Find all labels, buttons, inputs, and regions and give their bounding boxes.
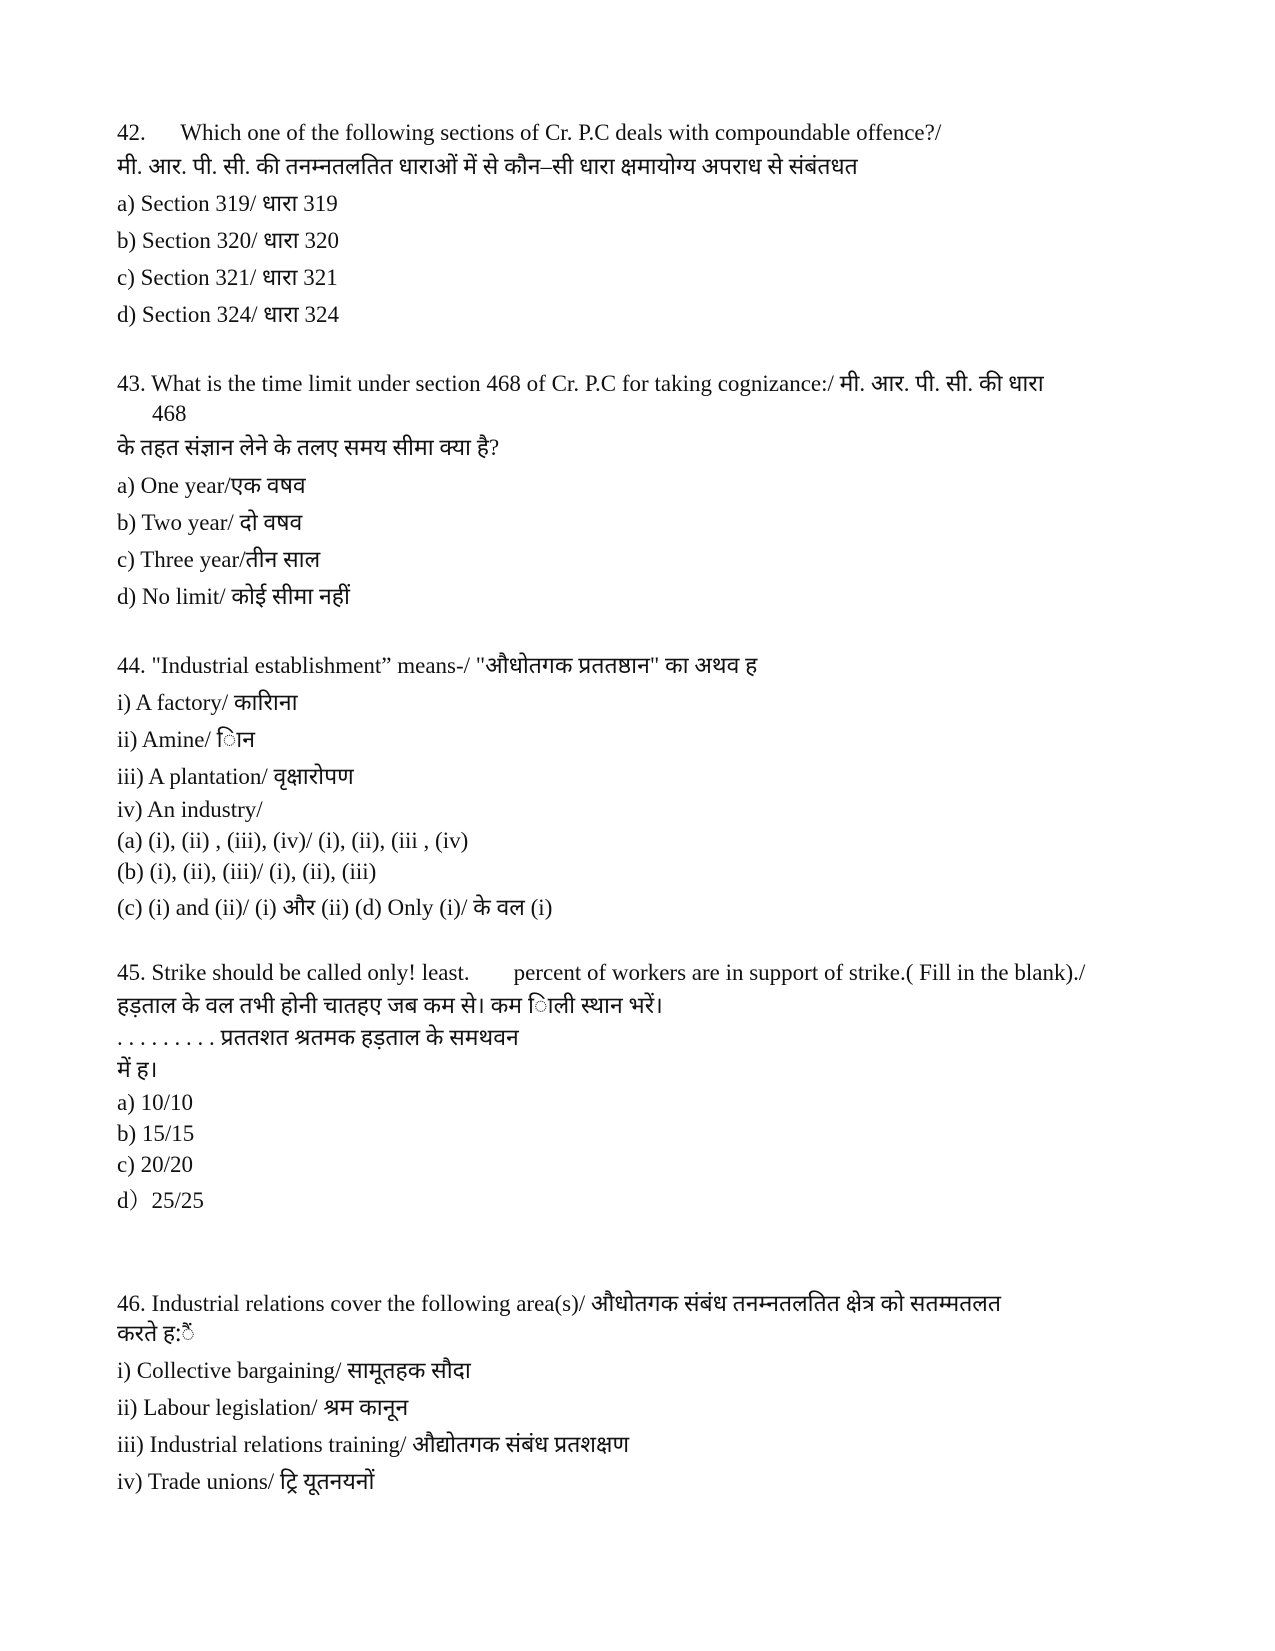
q43-question-cont: 468 — [152, 401, 187, 426]
q44-option-a: (a) (i), (ii) , (iii), (iv)/ (i), (ii), (iii , (iv) — [117, 828, 469, 853]
q45-question-hindi: हड़ताल के वल तभी होनी चातहए जब कम से। कम िाली स्थान भरें। — [117, 993, 663, 1018]
q44-question: 44. "Industrial establishment” means-/ "औधोतगक प्रततष्ठान" का अथव ह — [117, 653, 758, 678]
q44-option-b: (b) (i), (ii), (iii)/ (i), (ii), (iii) — [117, 859, 377, 884]
q43-question: 43. What is the time limit under section 468 of Cr. P.C for taking cognizance:/ मी. आर. पी. सी. की धारा — [117, 371, 1044, 396]
q46-item-iv: iv) Trade unions/ ट्रि यूतनयनों — [117, 1469, 375, 1494]
q46-question-cont: करते ह:ैं — [117, 1321, 195, 1346]
q43-question-hindi: के तहत संज्ञान लेने के तलए समय सीमा क्या है? — [117, 435, 500, 460]
q45-option-c: c) 20/20 — [117, 1152, 194, 1177]
q44-item-i: i) A factory/ कारिाना — [117, 690, 298, 715]
q44-item-iii: iii) A plantation/ वृक्षारोपण — [117, 764, 354, 789]
q46-item-i: i) Collective bargaining/ सामूतहक सौदा — [117, 1358, 471, 1383]
q46-item-iii: iii) Industrial relations training/ औद्योतगक संबंध प्रतशक्षण — [117, 1432, 630, 1457]
q46-question: 46. Industrial relations cover the following area(s)/ औधोतगक संबंध तनम्नतलतित क्षेत्र को सतम्मतलत — [117, 1291, 1002, 1316]
q42-option-a: a) Section 319/ धारा 319 — [117, 191, 338, 216]
q45-option-b: b) 15/15 — [117, 1121, 195, 1146]
q42-question: 42. Which one of the following sections of Cr. P.C deals with compoundable offence?/ — [117, 120, 942, 145]
q43-option-d: d) No limit/ कोई सीमा नहीं — [117, 584, 350, 609]
q45-question-hindi-end: में ह। — [117, 1057, 158, 1082]
q43-option-a: a) One year/एक वषव — [117, 473, 306, 498]
q43-option-c: c) Three year/तीन साल — [117, 547, 321, 572]
q45-option-d: d）25/25 — [117, 1188, 204, 1213]
q45-option-a: a) 10/10 — [117, 1090, 194, 1115]
q42-option-b: b) Section 320/ धारा 320 — [117, 228, 340, 253]
q44-option-c-d: (c) (i) and (ii)/ (i) और (ii) (d) Only (i)/ के वल (i) — [117, 895, 553, 920]
q45-question — [117, 958, 1177, 988]
q42-question-hindi: मी. आर. पी. सी. की तनम्नतलतित धाराओं में से कौन–सी धारा क्षमायोग्य अपराध से संबंतधत — [117, 154, 858, 179]
q42-option-c: c) Section 321/ धारा 321 — [117, 265, 338, 290]
q46-item-ii: ii) Labour legislation/ श्रम कानून — [117, 1395, 409, 1420]
q45-question-part1: 45. Strike should be called only! least. — [117, 960, 470, 985]
q44-item-ii: ii) Amine/ िान — [117, 727, 256, 752]
q42-option-d: d) Section 324/ धारा 324 — [117, 302, 340, 327]
q43-option-b: b) Two year/ दो वषव — [117, 510, 303, 535]
q45-question-part2: percent of workers are in support of strike.( Fill in the blank)./ — [513, 960, 1086, 985]
q44-item-iv: iv) An industry/ — [117, 797, 263, 822]
q45-question-hindi-cont: . . . . . . . . . प्रततशत श्रतमक हड़ताल के समथवन — [117, 1025, 519, 1050]
